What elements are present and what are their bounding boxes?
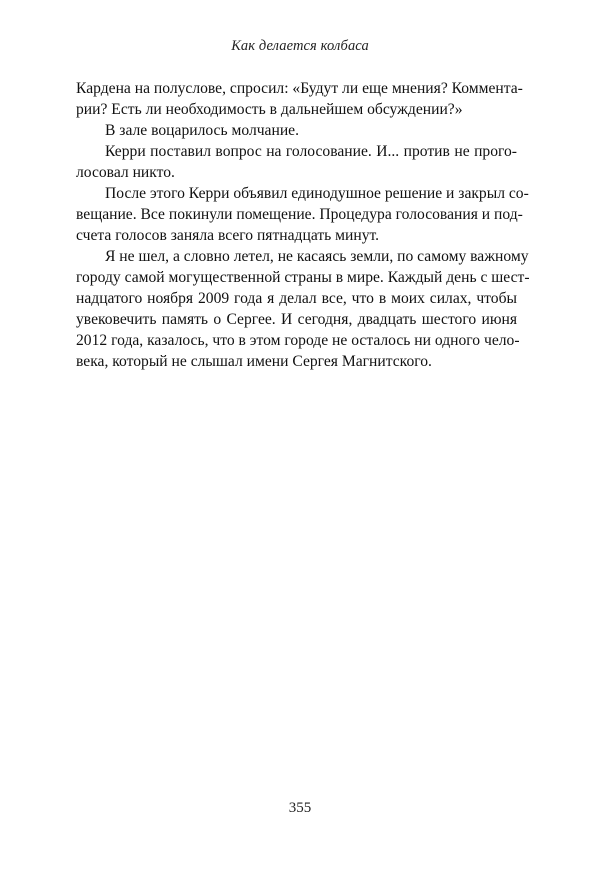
text-line: счета голосов заняла всего пятнадцать минут.: [76, 227, 380, 244]
text-line: увековечить память о Сергее. И сегодня, двадцать шестого июня: [76, 311, 517, 328]
body-text: [76, 78, 530, 372]
page-number: 355: [288, 800, 312, 816]
text-line: вещание. Все покинули помещение. Процедура голосования и под-: [76, 206, 523, 223]
text-line: лосовал никто.: [76, 164, 175, 181]
text-line: После этого Керри объявил единодушное решение и закрыл со-: [105, 185, 529, 202]
text-line: Я не шел, а словно летел, не касаясь земли, по самому важному: [105, 248, 529, 265]
text-line: Кардена на полуслове, спросил: «Будут ли еще мнения? Коммента-: [76, 80, 523, 97]
text-line: В зале воцарилось молчание.: [105, 122, 299, 139]
text-line: надцатого ноября 2009 года я делал все, что в моих силах, чтобы: [76, 290, 517, 307]
text-line: Керри поставил вопрос на голосование. И... против не прого-: [105, 143, 517, 160]
running-head: Как делается колбаса: [231, 38, 369, 54]
text-line: века, который не слышал имени Сергея Магнитского.: [76, 353, 432, 370]
text-line: 2012 года, казалось, что в этом городе не осталось ни одного чело-: [76, 332, 520, 349]
text-line: рии? Есть ли необходимость в дальнейшем обсуждении?»: [76, 101, 463, 118]
text-line: городу самой могущественной страны в мире. Каждый день с шест-: [76, 269, 530, 286]
